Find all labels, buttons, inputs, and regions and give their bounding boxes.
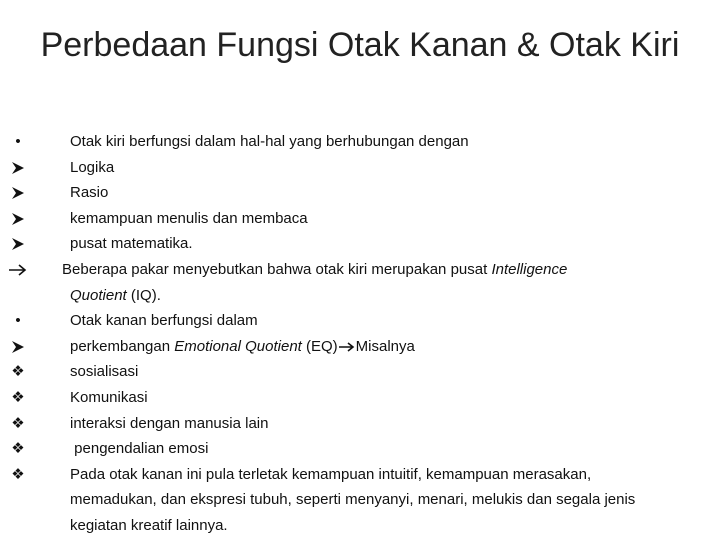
list-item-text: kemampuan menulis dan membaca: [70, 209, 308, 227]
diamond-bullet-icon: ❖: [11, 440, 25, 458]
list-item-text: perkembangan: [70, 337, 175, 355]
list-item-text-italic: Quotient: [70, 286, 127, 304]
list-item: [8, 231, 708, 257]
list-item-text: Otak kiri berfungsi dalam hal-hal yang berhubungan dengan: [70, 133, 469, 150]
list-item-text: pusat matematika.: [70, 235, 193, 253]
list-item-text: Logika: [70, 158, 115, 176]
list-item: [8, 129, 708, 155]
list-item: [8, 385, 708, 411]
list-item: [8, 334, 708, 360]
bullet-list: [8, 129, 708, 539]
list-item-text: (EQ): [301, 337, 338, 355]
right-arrow-icon: [338, 338, 356, 355]
diamond-bullet-icon: ❖: [11, 363, 25, 381]
list-item-text: Komunikasi: [70, 388, 148, 406]
arrowhead-bullet-icon: [8, 155, 28, 181]
list-item: [8, 359, 708, 385]
slide-title: Perbedaan Fungsi Otak Kanan & Otak Kiri: [40, 26, 680, 64]
list-item: [8, 180, 708, 206]
list-item: [8, 411, 708, 437]
arrowhead-bullet-icon: [8, 206, 28, 232]
list-item-text: (IQ).: [126, 286, 161, 304]
dot-bullet-icon: •: [15, 312, 21, 330]
arrowhead-bullet-icon: [8, 231, 28, 257]
list-item-text-italic: Intelligence: [491, 260, 568, 278]
list-item: [8, 257, 708, 308]
list-item-text: sosialisasi: [70, 363, 139, 381]
right-arrow-icon: [8, 257, 28, 283]
list-item-text: Beberapa pakar menyebutkan bahwa otak kiri merupakan pusat: [62, 260, 492, 278]
list-item: [8, 462, 668, 539]
arrowhead-bullet-icon: [8, 180, 28, 206]
list-item-text: Rasio: [70, 184, 109, 202]
list-item: [8, 436, 708, 462]
list-item-text: Pada otak kanan ini pula terletak kemampuan intuitif, kemampuan merasakan, memadukan, dan ekspresi tubuh, seperti menyanyi, menari, melukis dan segala jenis kegiatan kreatif lainnya.: [70, 465, 636, 534]
list-item-text: Misalnya: [355, 337, 415, 355]
diamond-bullet-icon: ❖: [11, 388, 25, 406]
list-item-text: interaksi dengan manusia lain: [70, 414, 269, 432]
diamond-bullet-icon: ❖: [11, 465, 25, 483]
list-item: [8, 206, 708, 232]
diamond-bullet-icon: ❖: [11, 414, 25, 432]
list-item-text: Otak kanan berfungsi dalam: [70, 312, 258, 330]
list-item: [8, 308, 708, 334]
arrowhead-bullet-icon: [8, 334, 28, 360]
list-item-text: pengendalian emosi: [70, 440, 209, 458]
dot-bullet-icon: •: [15, 133, 21, 150]
list-item-text-italic: Emotional Quotient: [174, 337, 302, 355]
list-item: [8, 155, 708, 181]
